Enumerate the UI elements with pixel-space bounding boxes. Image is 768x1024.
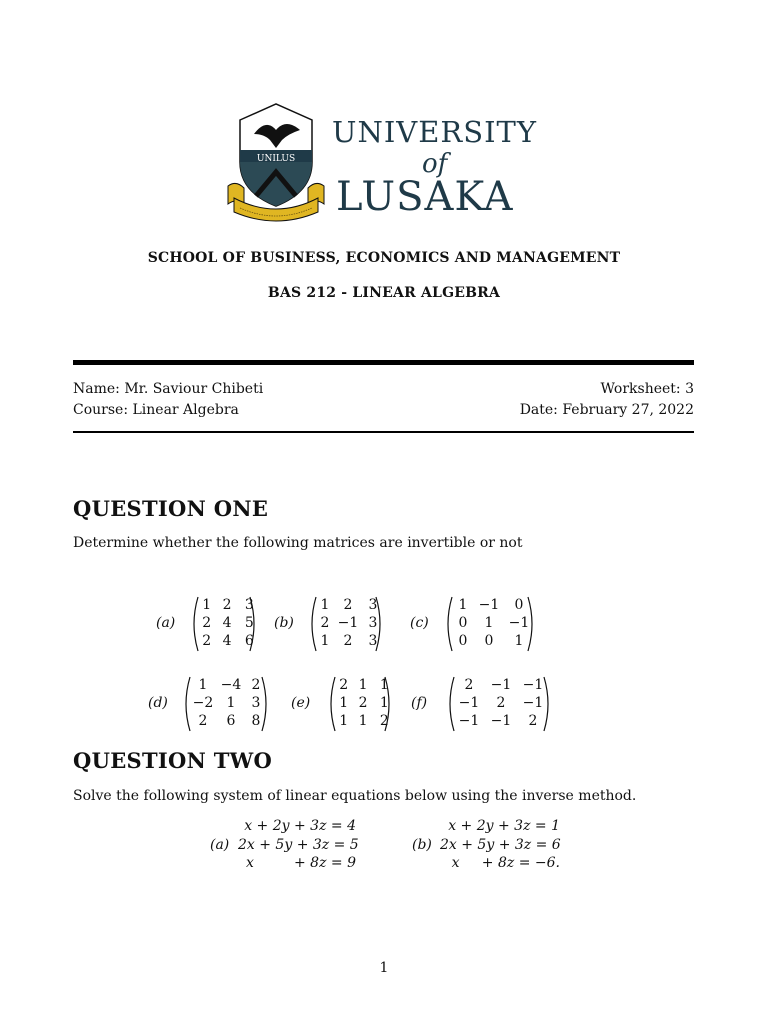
matrix-cell: −1 xyxy=(508,615,530,631)
matrix-c xyxy=(442,596,538,652)
matrix-label: (e) xyxy=(291,695,311,711)
matrix-cell: 6 xyxy=(226,713,236,729)
system-b-eq1: x + 2y + 3z = 1 xyxy=(448,818,560,834)
right-paren xyxy=(526,596,538,652)
matrix-cell: 2 xyxy=(202,615,212,631)
matrix-cell: 2 xyxy=(339,677,349,693)
matrix-cell: 3 xyxy=(368,597,378,613)
divider-thick xyxy=(73,360,694,365)
matrix-cell: 1 xyxy=(379,677,389,693)
logo-line-lusaka: LUSAKA xyxy=(336,174,514,220)
matrix-cell: 2 xyxy=(343,597,353,613)
matrix-cell: 2 xyxy=(496,695,506,711)
matrix-cell: −1 xyxy=(337,615,359,631)
worksheet-number: Worksheet: 3 xyxy=(600,381,694,397)
right-paren xyxy=(260,676,272,732)
matrix-cell: 4 xyxy=(222,615,232,631)
matrix-cell: 2 xyxy=(464,677,474,693)
matrix-b xyxy=(306,596,386,652)
matrix-cell: 2 xyxy=(358,695,368,711)
right-paren xyxy=(374,596,386,652)
matrix-cell: 8 xyxy=(251,713,261,729)
matrix-cell: 2 xyxy=(198,713,208,729)
matrix-cell: −1 xyxy=(458,713,480,729)
school-heading: SCHOOL OF BUSINESS, ECONOMICS AND MANAGEMENT xyxy=(147,250,621,266)
matrix-cell: −1 xyxy=(522,677,544,693)
matrix-cell: 2 xyxy=(202,633,212,649)
university-logo xyxy=(226,100,546,230)
matrix-cell: 2 xyxy=(222,597,232,613)
matrix-cell: 2 xyxy=(251,677,261,693)
matrix-cell: 0 xyxy=(514,597,524,613)
matrix-cell: 1 xyxy=(458,597,468,613)
matrix-cell: −4 xyxy=(220,677,242,693)
matrix-cell: −1 xyxy=(478,597,500,613)
question-one-prompt: Determine whether the following matrices are invertible or not xyxy=(73,535,523,551)
matrix-cell: 3 xyxy=(244,597,254,613)
matrix-cell: −1 xyxy=(522,695,544,711)
worksheet-date: Date: February 27, 2022 xyxy=(519,402,694,418)
system-a-eq1: x + 2y + 3z = 4 xyxy=(244,818,356,834)
system-label: (b) xyxy=(412,837,432,853)
matrix-cell: 1 xyxy=(226,695,236,711)
matrix-cell: 2 xyxy=(320,615,330,631)
matrix-e xyxy=(325,676,395,732)
system-a-eq2: 2x + 5y + 3z = 5 xyxy=(238,837,359,853)
matrix-cell: 3 xyxy=(251,695,261,711)
matrix-a xyxy=(188,596,260,652)
matrix-d xyxy=(180,676,272,732)
divider-thin xyxy=(73,431,694,433)
student-name: Name: Mr. Saviour Chibeti xyxy=(73,381,264,397)
matrix-cell: 1 xyxy=(339,695,349,711)
matrix-cell: −1 xyxy=(490,677,512,693)
logo-line-of: of xyxy=(422,149,448,179)
matrix-grid xyxy=(452,596,534,650)
matrix-cell: 1 xyxy=(202,597,212,613)
crest-label: UNILUS xyxy=(256,154,296,164)
matrix-cell: 3 xyxy=(368,615,378,631)
matrix-cell: 6 xyxy=(244,633,254,649)
matrix-grid xyxy=(454,676,548,730)
question-two-prompt: Solve the following system of linear equations below using the inverse method. xyxy=(73,788,637,804)
matrix-cell: 1 xyxy=(358,713,368,729)
matrix-cell: 1 xyxy=(198,677,208,693)
question-one-title: QUESTION ONE xyxy=(73,496,269,521)
course-name: Course: Linear Algebra xyxy=(73,402,239,418)
matrix-cell: 1 xyxy=(484,615,494,631)
system-b-eq2: 2x + 5y + 3z = 6 xyxy=(440,837,561,853)
page-number: 1 xyxy=(379,960,389,976)
right-paren xyxy=(248,596,260,652)
matrix-cell: −2 xyxy=(192,695,214,711)
matrix-cell: 1 xyxy=(379,695,389,711)
matrix-f xyxy=(444,676,554,732)
matrix-cell: 2 xyxy=(343,633,353,649)
matrix-cell: 1 xyxy=(514,633,524,649)
matrix-label: (d) xyxy=(148,695,168,711)
matrix-label: (c) xyxy=(410,615,429,631)
matrix-label: (b) xyxy=(274,615,294,631)
matrix-grid xyxy=(190,676,266,730)
system-label: (a) xyxy=(210,837,230,853)
matrix-cell: 5 xyxy=(244,615,254,631)
matrix-cell: 1 xyxy=(320,597,330,613)
right-paren xyxy=(383,676,395,732)
matrix-cell: 3 xyxy=(368,633,378,649)
matrix-cell: 0 xyxy=(458,633,468,649)
matrix-cell: 2 xyxy=(528,713,538,729)
matrix-cell: 1 xyxy=(320,633,330,649)
matrix-cell: −1 xyxy=(458,695,480,711)
system-b-eq3: x + 8z = −6. xyxy=(451,855,560,871)
matrix-cell: −1 xyxy=(490,713,512,729)
matrix-cell: 0 xyxy=(458,615,468,631)
matrix-cell: 0 xyxy=(484,633,494,649)
question-two-title: QUESTION TWO xyxy=(73,748,273,773)
matrix-label: (a) xyxy=(156,615,176,631)
matrix-cell: 2 xyxy=(379,713,389,729)
logo-line-university: UNIVERSITY xyxy=(332,115,538,149)
matrix-cell: 1 xyxy=(339,713,349,729)
course-code-heading: BAS 212 - LINEAR ALGEBRA xyxy=(267,285,501,301)
system-a-eq3: x + 8z = 9 xyxy=(246,855,356,871)
matrix-label: (f) xyxy=(411,695,428,711)
matrix-cell: 1 xyxy=(358,677,368,693)
right-paren xyxy=(542,676,554,732)
matrix-cell: 4 xyxy=(222,633,232,649)
